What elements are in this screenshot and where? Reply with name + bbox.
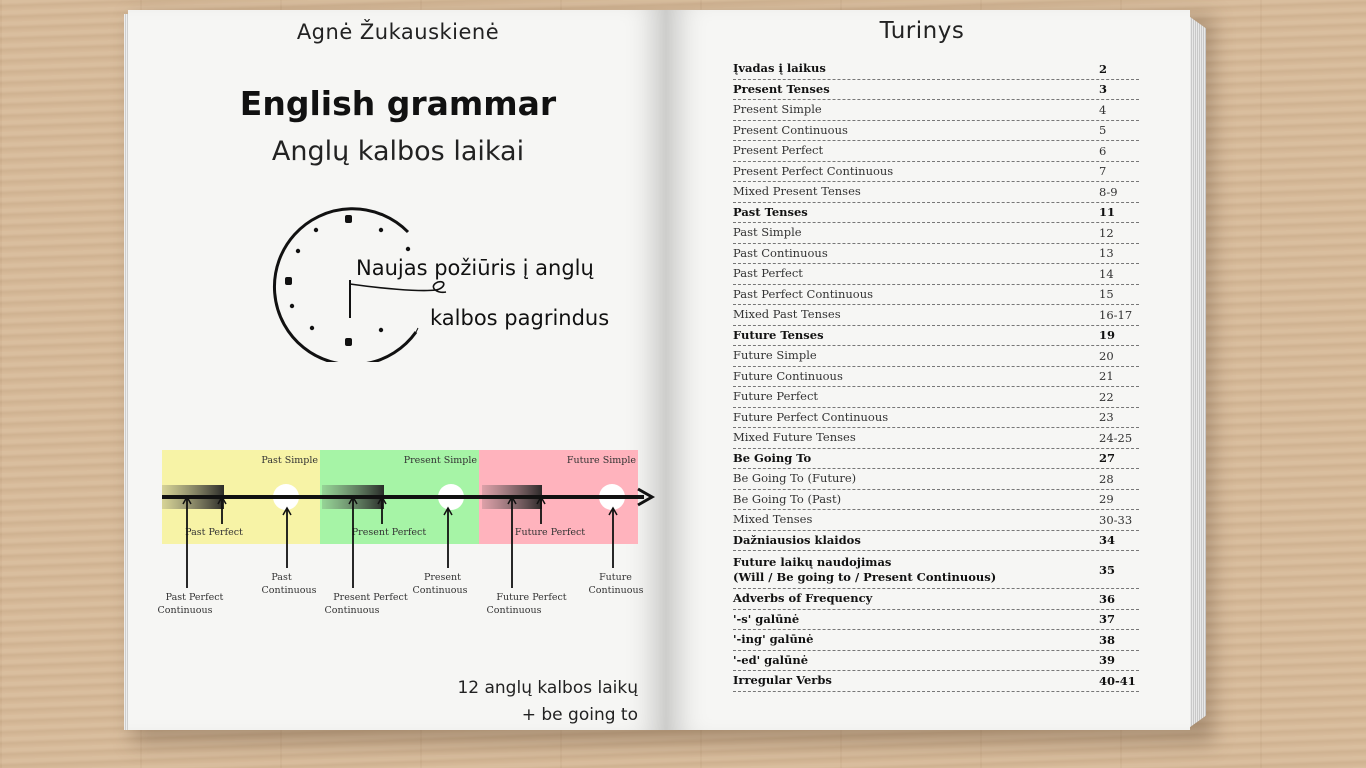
toc-entry-page: 4 bbox=[1099, 102, 1107, 117]
table-of-contents bbox=[733, 59, 1139, 692]
toc-entry-label: Past Perfect bbox=[733, 266, 803, 281]
toc-entry-label: Mixed Present Tenses bbox=[733, 184, 861, 199]
toc-entry-label: '-s' galūnė bbox=[733, 611, 800, 626]
footer-line-1: 12 anglų kalbos laikų bbox=[457, 678, 638, 698]
toc-entry bbox=[733, 59, 1139, 80]
toc-entry-label: Future Tenses bbox=[733, 327, 824, 342]
toc-entry-label: Adverbs of Frequency bbox=[733, 591, 873, 606]
toc-entry bbox=[733, 285, 1139, 306]
toc-entry-label: Present Continuous bbox=[733, 122, 848, 137]
toc-entry bbox=[733, 387, 1139, 408]
timeline-label-present-perfect-continuous: Present Perfect Continuous bbox=[324, 592, 408, 616]
timeline-label-future-perfect-continuous: Future Perfect Continuous bbox=[486, 592, 567, 616]
toc-entry-label: Be Going To (Future) bbox=[733, 471, 857, 486]
toc-entry bbox=[733, 162, 1139, 183]
tagline-line-2: kalbos pagrindus bbox=[430, 306, 610, 330]
book-subtitle: Anglų kalbos laikai bbox=[271, 136, 525, 167]
toc-entry-label: Dažniausios klaidos bbox=[733, 532, 861, 547]
toc-entry bbox=[733, 589, 1139, 610]
timeline-label-past-continuous: Past Continuous bbox=[261, 572, 317, 596]
toc-entry-page: 29 bbox=[1099, 492, 1114, 507]
toc-entry bbox=[733, 305, 1139, 326]
toc-entry-page: 13 bbox=[1099, 246, 1114, 261]
timeline-label-future-continuous: Future Continuous bbox=[588, 572, 644, 596]
toc-entry-label: '-ing' galūnė bbox=[733, 632, 814, 647]
toc-entry-label: Be Going To (Past) bbox=[733, 491, 842, 506]
timeline-label-future-simple: Future Simple bbox=[566, 455, 636, 466]
book-title: English grammar bbox=[239, 84, 557, 123]
toc-entry bbox=[733, 531, 1139, 552]
toc-entry-label: Future Perfect bbox=[733, 389, 819, 404]
toc-entry-label: Future Simple bbox=[733, 348, 817, 363]
toc-entry bbox=[733, 367, 1139, 388]
toc-entry-page: 24-25 bbox=[1099, 430, 1133, 445]
toc-entry-page: 7 bbox=[1099, 164, 1107, 179]
toc-entry-label: Future Continuous bbox=[733, 368, 843, 383]
toc-entry-page: 27 bbox=[1099, 451, 1116, 466]
toc-entry-page: 20 bbox=[1099, 348, 1114, 363]
toc-entry bbox=[733, 244, 1139, 265]
toc-entry bbox=[733, 510, 1139, 531]
toc-entry-page: 14 bbox=[1099, 266, 1114, 281]
toc-entry-page: 21 bbox=[1099, 369, 1114, 384]
toc-entry bbox=[733, 100, 1139, 121]
toc-entry bbox=[733, 449, 1139, 470]
toc-entry-page: 30-33 bbox=[1099, 512, 1133, 527]
author-name: Agnė Žukauskienė bbox=[296, 20, 500, 44]
toc-entry bbox=[733, 551, 1139, 589]
toc-entry-page: 15 bbox=[1099, 287, 1114, 302]
toc-entry-page: 23 bbox=[1099, 410, 1114, 425]
toc-entry-label: Present Simple bbox=[733, 102, 822, 117]
toc-entry-page: 8-9 bbox=[1099, 184, 1118, 199]
toc-entry-page: 35 bbox=[1099, 562, 1116, 577]
timeline-label-past-perfect-continuous: Past Perfect Continuous bbox=[157, 592, 224, 616]
toc-entry bbox=[733, 326, 1139, 347]
toc-entry-label: Mixed Tenses bbox=[733, 512, 813, 527]
toc-entry bbox=[733, 469, 1139, 490]
toc-entry-page: 3 bbox=[1099, 82, 1108, 97]
toc-entry bbox=[733, 203, 1139, 224]
toc-entry-page: 22 bbox=[1099, 389, 1114, 404]
toc-entry-label: Present Tenses bbox=[733, 81, 830, 96]
toc-entry bbox=[733, 141, 1139, 162]
tense-timeline bbox=[150, 448, 660, 628]
toc-entry-page: 38 bbox=[1099, 632, 1116, 647]
toc-entry bbox=[733, 182, 1139, 203]
toc-entry bbox=[733, 223, 1139, 244]
toc-entry bbox=[733, 80, 1139, 101]
toc-entry bbox=[733, 651, 1139, 672]
toc-entry bbox=[733, 671, 1139, 692]
timeline-label-present-perfect: Present Perfect bbox=[351, 527, 427, 538]
toc-entry bbox=[733, 346, 1139, 367]
toc-entry-page: 28 bbox=[1099, 471, 1114, 486]
toc-entry-label: Mixed Past Tenses bbox=[733, 307, 841, 322]
toc-entry-page: 19 bbox=[1099, 328, 1116, 343]
toc-entry-page: 6 bbox=[1099, 143, 1107, 158]
toc-entry-label: Future Perfect Continuous bbox=[733, 409, 889, 424]
toc-entry-page: 5 bbox=[1099, 123, 1107, 138]
toc-entry-label: Past Tenses bbox=[733, 204, 808, 219]
toc-entry-label: Mixed Future Tenses bbox=[733, 430, 856, 445]
timeline-label-future-perfect: Future Perfect bbox=[514, 527, 586, 538]
timeline-label-present-continuous: Present Continuous bbox=[412, 572, 468, 596]
toc-entry-label: Present Perfect Continuous bbox=[733, 163, 894, 178]
toc-entry bbox=[733, 264, 1139, 285]
toc-entry-label: Past Continuous bbox=[733, 245, 828, 260]
toc-entry-page: 37 bbox=[1099, 612, 1116, 627]
toc-entry bbox=[733, 408, 1139, 429]
toc-entry-page: 2 bbox=[1099, 61, 1108, 76]
toc-entry-label: Present Perfect bbox=[733, 143, 824, 158]
toc-entry-page: 34 bbox=[1099, 533, 1116, 548]
toc-entry bbox=[733, 610, 1139, 631]
tagline-line-1: Naujas požiūris į anglų bbox=[356, 256, 594, 280]
timeline-label-past-perfect: Past Perfect bbox=[185, 527, 243, 538]
clock-illustration bbox=[268, 202, 458, 362]
toc-entry-page: 12 bbox=[1099, 225, 1114, 240]
toc-title: Turinys bbox=[879, 18, 965, 44]
toc-entry bbox=[733, 121, 1139, 142]
toc-entry-page: 16-17 bbox=[1099, 307, 1133, 322]
toc-entry-page: 36 bbox=[1099, 591, 1116, 606]
toc-entry-label: '-ed' galūnė bbox=[733, 652, 809, 667]
toc-entry-label: Future laikų naudojimas (Will / Be going to / Present Continuous) bbox=[733, 554, 997, 584]
footer-line-2: + be going to bbox=[521, 705, 638, 725]
toc-entry-page: 11 bbox=[1099, 205, 1116, 220]
toc-entry-label: Be Going To bbox=[733, 450, 812, 465]
toc-entry bbox=[733, 630, 1139, 651]
toc-entry bbox=[733, 428, 1139, 449]
toc-entry-label: Įvadas į laikus bbox=[733, 61, 826, 76]
toc-entry bbox=[733, 490, 1139, 511]
timeline-label-past-simple: Past Simple bbox=[261, 455, 318, 466]
toc-entry-label: Irregular Verbs bbox=[733, 673, 832, 688]
toc-entry-label: Past Perfect Continuous bbox=[733, 286, 874, 301]
toc-entry-label: Past Simple bbox=[733, 225, 802, 240]
toc-entry-page: 40-41 bbox=[1099, 673, 1136, 688]
timeline-label-present-simple: Present Simple bbox=[403, 455, 477, 466]
toc-entry-page: 39 bbox=[1099, 653, 1116, 668]
